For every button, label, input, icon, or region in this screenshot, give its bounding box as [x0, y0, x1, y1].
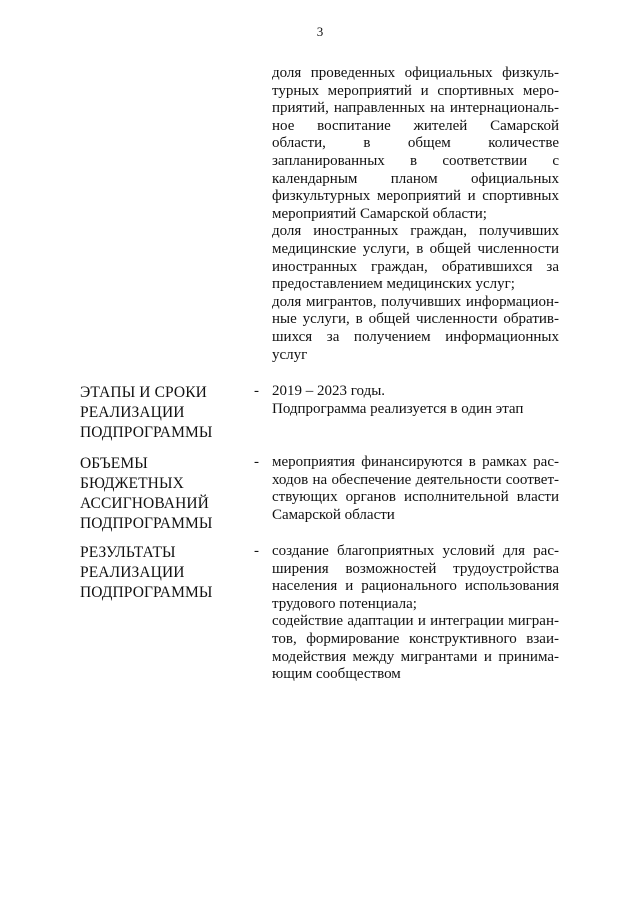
section-label: ОБЪЕМЫ БЮДЖЕТНЫХ АССИГНОВАНИЙ ПОДПРОГРАММЫ: [80, 455, 213, 532]
section-value: [272, 454, 559, 524]
section-value: [272, 543, 559, 684]
section-paragraph: 2019 – 2023 годы.: [272, 383, 386, 399]
section-dash: -: [254, 383, 259, 399]
indicator-sports-events: доля проведенных официальных физкультурных мероприятий и спортивных мероприятий, направленных на интернациональное воспитание жителей Самарской области, в общем количестве запланированных в соответствии с календарным планом официальных физкультурных мероприятий и спортивных мероприятий Самарской области;: [272, 65, 559, 222]
section-label: ЭТАПЫ И СРОКИ РЕАЛИЗАЦИИ ПОДПРОГРАММЫ: [80, 384, 213, 441]
indicator-information-services: доля мигрантов, получивших информационные услуги, в общей численности обратившихся за получением информационных услуг: [272, 293, 559, 363]
section-label: РЕЗУЛЬТАТЫ РЕАЛИЗАЦИИ ПОДПРОГРАММЫ: [80, 544, 213, 601]
section-paragraph: Подпрограмма реализуется в один этап: [272, 400, 524, 417]
page-number: 3: [316, 24, 324, 39]
indicator-medical-services: доля иностранных граждан, получивших медицинские услуги, в общей численности иностранных граждан, обратившихся за предоставлением медицинских услуг;: [272, 223, 559, 293]
section-value: [272, 383, 559, 418]
section-dash: -: [254, 543, 259, 559]
section-dash: -: [254, 454, 259, 470]
section-paragraph: создание благоприятных условий для расширения возможностей трудоустройства населения и рационального использования трудового потенциала;: [272, 543, 559, 612]
section-paragraph: содействие адаптации и интеграции мигрантов, формирование конструктивного взаимодействия между мигрантами и принимающим сообществом: [272, 613, 559, 683]
section-paragraph: мероприятия финансируются в рамках расходов на обеспечение деятельности соответствующих органов исполнительной власти Самарской области: [272, 454, 559, 523]
intro-continuation: [272, 65, 559, 364]
